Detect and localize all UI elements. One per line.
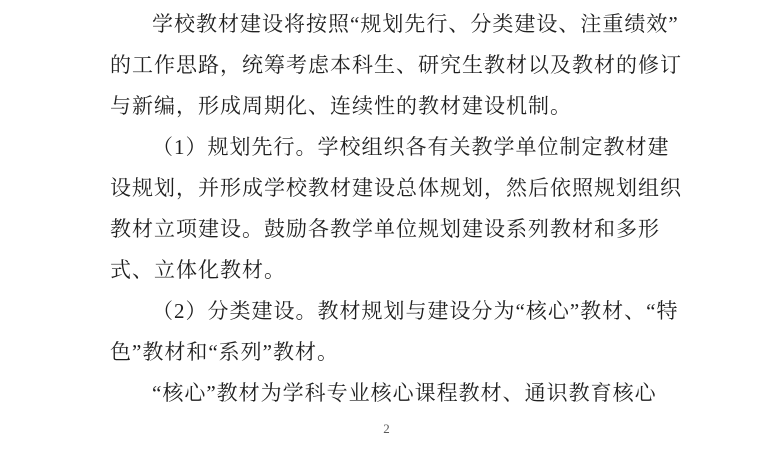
text-line: （2）分类建设。教材规划与建设分为“核心”教材、“特 bbox=[152, 299, 679, 323]
text-line: 的工作思路，统筹考虑本科生、研究生教材以及教材的修订 bbox=[110, 53, 682, 77]
text-line: “核心”教材为学科专业核心课程教材、通识教育核心 bbox=[152, 381, 657, 405]
text-line: （1）规划先行。学校组织各有关教学单位制定教材建 bbox=[152, 135, 670, 159]
text-line: 式、立体化教材。 bbox=[110, 258, 286, 282]
text-line: 学校教材建设将按照“规划先行、分类建设、注重绩效” bbox=[152, 12, 679, 36]
document-body bbox=[110, 4, 720, 414]
page-number: 2 bbox=[383, 421, 390, 436]
text-line: 设规划，并形成学校教材建设总体规划，然后依照规划组织 bbox=[110, 176, 682, 200]
text-line: 教材立项建设。鼓励各教学单位规划建设系列教材和多形 bbox=[110, 217, 660, 241]
text-line: 与新编，形成周期化、连续性的教材建设机制。 bbox=[110, 94, 572, 118]
text-line: 色”教材和“系列”教材。 bbox=[110, 340, 339, 364]
